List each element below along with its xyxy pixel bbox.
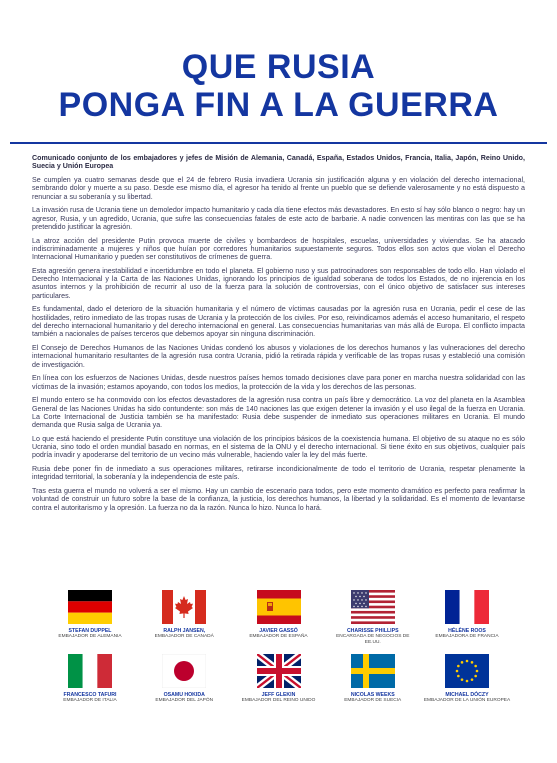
signer-name: MICHAEL DÓCZY [445, 692, 489, 699]
signer-name: OSAMU HOKIDA [163, 692, 205, 699]
sweden-flag-icon [351, 654, 395, 688]
signer-name: FRANCESCO TAFURI [63, 692, 117, 699]
uk-flag-icon [257, 654, 301, 688]
signers-row-2 [46, 654, 511, 704]
signer-role: EMBAJADORA DE FRANCIA [435, 634, 499, 640]
signer-name: CHARISSE PHILLIPS [346, 628, 399, 634]
signer-spain [235, 590, 323, 646]
header [0, 0, 557, 148]
signer-role: EMBAJADOR DE LA UNIÓN EUROPEA [423, 698, 511, 704]
statement-paragraph: Lo que está haciendo el presidente Putin constituye una violación de los principios básicos de la coexistencia humana. El objetivo de su ataque no es sólo Ucrania, sino todo el orden mundial basado en normas, en el sistema de la ONU y el derecho internacional. Si tiene éxito en sus objetivos, cualquier país podría invadir y apoderarse del territorio de un vecino más vulnerable, haciendo valer la ley del más fuerte. [32, 434, 525, 460]
signer-usa [329, 590, 417, 646]
page-title-line-1: QUE RUSIA [181, 48, 376, 86]
statement-lead: Comunicado conjunto de los embajadores y jefes de Misión de Alemania, Canadá, España, Estados Unidos, Francia, Italia, Japón, Reino Unido, Suecia y Unión Europea [32, 154, 525, 171]
spain-flag-icon [257, 590, 301, 624]
signer-role: EMBAJADOR DE ITALIA [63, 698, 117, 704]
signers-row-1 [46, 590, 511, 646]
signer-eu [423, 654, 511, 704]
signer-name: STEFAN DUPPEL [68, 628, 112, 634]
signer-japan [140, 654, 228, 704]
signers [46, 590, 511, 704]
statement-paragraph: El Consejo de Derechos Humanos de las Naciones Unidas condenó los abusos y violaciones de los derechos humanos y las vulneraciones del derecho internacional humanitario resultantes de la agresión rusa contra Ucrania, pidió la retirada rápida y verificable de las tropas rusas y estableció una comisión de investigación. [32, 343, 525, 369]
signer-name: JEFF GLEKIN [261, 692, 296, 699]
signer-role: EMBAJADOR DE SUECIA [344, 698, 402, 704]
japan-flag-icon [162, 654, 206, 688]
statement-paragraph: Rusia debe poner fin de inmediato a sus operaciones militares, retirarse incondicionalmente de todo el territorio de Ucrania, respetar plenamente la integridad territorial, la soberanía y la independencia de este país. [32, 465, 525, 482]
signer-role: EMBAJADOR DE ESPAÑA [249, 634, 308, 640]
signer-role: EMBAJADOR DE ALEMANIA [58, 634, 122, 640]
statement-paragraph: La atroz acción del presidente Putin provoca muerte de civiles y bombardeos de hospitales, escuelas, universidades y viviendas. Se ha atacado indiscriminadamente a mujeres y niños que huían por corredores humanitarios supuestamente seguros. Todos ellos son actos que violan el Derecho Internacional Humanitario y pueden ser constitutivos de crímenes de guerra. [32, 236, 525, 262]
signer-name: NICOLAS WEEKS [350, 692, 395, 699]
signer-france [423, 590, 511, 646]
italy-flag-icon [68, 654, 112, 688]
statement-paragraph: Tras esta guerra el mundo no volverá a ser el mismo. Hay un cambio de escenario para todos, pero este momento dramático es perfecto para reafirmar la voluntad de construir un futuro sobre la base de la confianza, la justicia, los derechos humanos, la libertad y la solidaridad. Es el momento de levantarse contra el autoritarismo y la opresión. La fuerza no da la razón. Nunca lo hizo. Nunca lo hará. [32, 487, 525, 512]
signer-germany [46, 590, 134, 646]
signer-canada [140, 590, 228, 646]
statement-paragraph: El mundo entero se ha conmovido con los efectos devastadores de la agresión rusa contra un país libre y democrático. La voz del planeta en la Asamblea General de las Naciones Unidas ha sido contundente: son más de 140 naciones las que exigen detener la invasión y el uso ilegal de la fuerza en Ucrania. La Corte Internacional de Justicia también se ha manifestado: Rusia debe suspender de inmediato sus operaciones militares en Ucrania. El mundo demanda que Rusia salga de Ucrania ya. [32, 396, 525, 430]
signer-role: ENCARGADA DE NEGOCIOS DE EE.UU. [336, 634, 410, 646]
canada-flag-icon [162, 590, 206, 624]
signer-name: RALPH JANSEN, [163, 628, 206, 634]
statement-paragraph: Se cumplen ya cuatro semanas desde que el 24 de febrero Rusia invadiera Ucrania sin justificación alguna y en violación del derecho internacional, sembrando dolor y muerte a su paso. Desde ese mismo día, el agresor ha tenido al frente un pueblo que se defiende valerosamente y no está dispuesto a renunciar a su soberanía y su libertad. [32, 175, 525, 201]
germany-flag-icon [68, 590, 112, 624]
signer-role: EMBAJADOR DE CANADÁ [154, 634, 214, 640]
signer-role: EMBAJADOR DEL REINO UNIDO [241, 698, 316, 704]
statement-body [32, 154, 525, 517]
signer-role: EMBAJADOR DEL JAPÓN [155, 698, 214, 704]
signer-sweden [329, 654, 417, 704]
statement-paragraph: La invasión rusa de Ucrania tiene un demoledor impacto humanitario y cada día tiene efectos más devastadores. En esto sí hay sólo blanco o negro: hay un agresor, Rusia, y un agredido, Ucrania, que sufre las consecuencias fatales de este acto de barbarie. A nadie convencen las mentiras con las que se ha pretendido justificar la agresión. [32, 206, 525, 231]
signer-italy [46, 654, 134, 704]
signer-name: JAVIER GASSÓ [259, 628, 298, 634]
statement-paragraph: Es fundamental, dado el deterioro de la situación humanitaria y el número de víctimas causadas por la agresión rusa en Ucrania, pedir el cese de las hostilidades, retiro inmediato de las tropas rusas de Ucrania y la protección de los civiles. Por eso, reivindicamos además el acceso humanitario, el respeto del derecho internacional humanitario y del derecho internacional en general. Las consecuencias humanitarias van más allá de Europa. El conflicto impacta también a nacionales de países terceros que debemos apoyar sin ninguna discriminación. [32, 305, 525, 339]
signer-uk [235, 654, 323, 704]
france-flag-icon [445, 590, 489, 624]
header-divider [10, 142, 547, 144]
statement-paragraph: En línea con los esfuerzos de Naciones Unidas, desde nuestros países hemos tomado decisiones clave para poner en marcha nuestra solidaridad con las víctimas de la invasión; estamos apoyando, con todos los medios, la protección de la vida y los derechos de las personas. [32, 374, 525, 391]
statement-paragraph: Esta agresión genera inestabilidad e incertidumbre en todo el planeta. El gobierno ruso y sus patrocinadores son responsables de todo ello. Han violado el Derecho Internacional y la Carta de las Naciones Unidas, ignorando los principios de igualdad soberana de todos los Estados, de no injerencia en los asuntos internos y la prohibición de recurrir al uso de la fuerza para la solución de controversias, con el único objetivo de satisfacer sus intereses particulares. [32, 266, 525, 300]
usa-flag-icon [351, 590, 395, 624]
title-block [0, 48, 557, 124]
eu-flag-icon [445, 654, 489, 688]
signer-name: HÉLÈNE ROOS [448, 628, 486, 634]
page-title-line-2: PONGA FIN A LA GUERRA [58, 86, 499, 124]
